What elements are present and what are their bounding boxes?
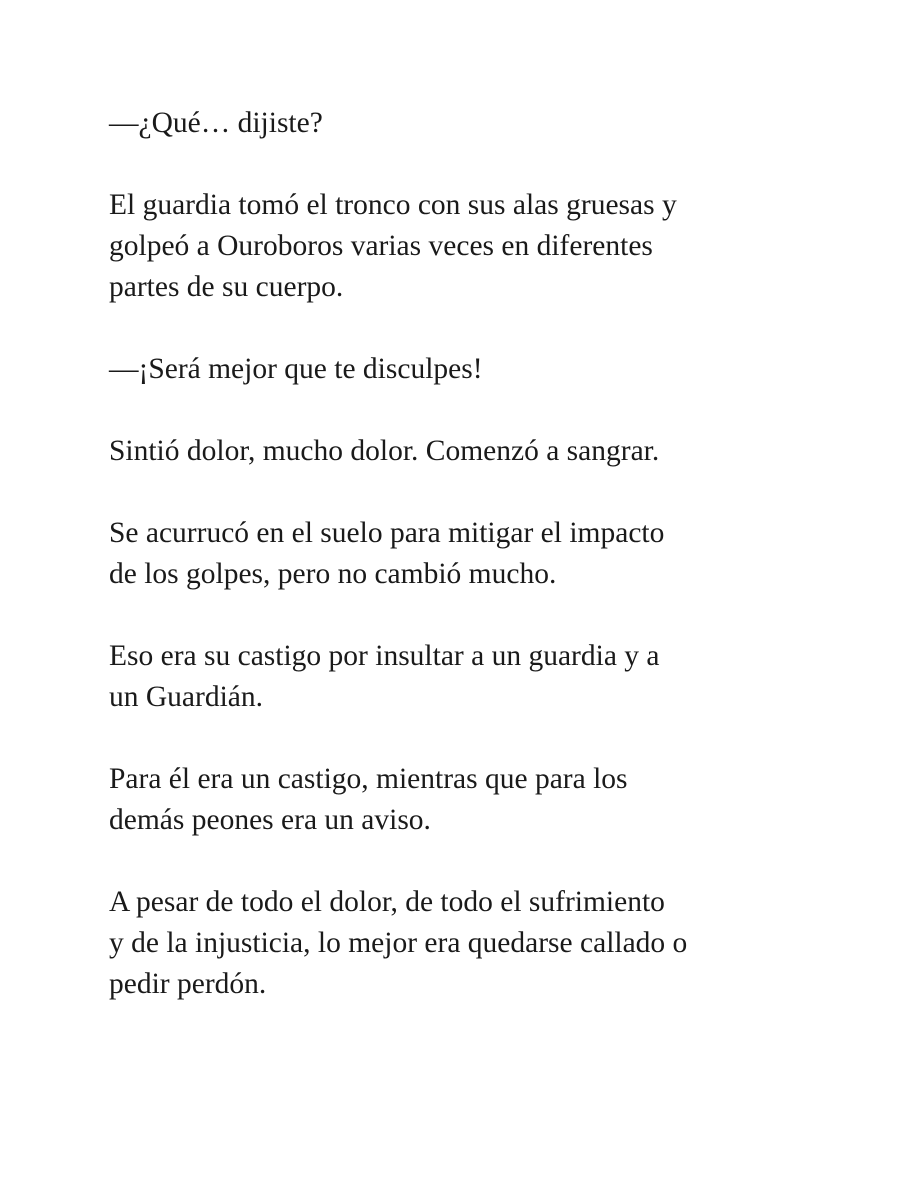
- paragraph-dialogue-2: [109, 349, 799, 390]
- text-line: partes de su cuerpo.: [109, 271, 344, 303]
- text-line: un Guardián.: [109, 681, 264, 713]
- paragraph-7: [109, 759, 799, 841]
- paragraph-2: [109, 185, 799, 308]
- paragraph-8: [109, 882, 799, 1005]
- text-line: Para él era un castigo, mientras que para los: [109, 763, 628, 795]
- text-line: A pesar de todo el dolor, de todo el sufrimiento: [109, 886, 665, 918]
- text-line: —¿Qué… dijiste?: [109, 107, 323, 139]
- paragraph-6: [109, 636, 799, 718]
- text-line: y de la injusticia, lo mejor era quedarse callado o: [109, 927, 688, 959]
- paragraph-dialogue-1: [109, 103, 799, 144]
- text-column: [109, 103, 799, 1046]
- paragraph-4: [109, 431, 799, 472]
- text-line: demás peones era un aviso.: [109, 804, 431, 836]
- paragraph-5: [109, 513, 799, 595]
- text-line: Sintió dolor, mucho dolor. Comenzó a sangrar.: [109, 435, 660, 467]
- text-line: Se acurrucó en el suelo para mitigar el impacto: [109, 517, 665, 549]
- text-line: de los golpes, pero no cambió mucho.: [109, 558, 557, 590]
- text-line: —¡Será mejor que te disculpes!: [109, 353, 483, 385]
- text-line: El guardia tomó el tronco con sus alas gruesas y: [109, 189, 677, 221]
- text-line: Eso era su castigo por insultar a un guardia y a: [109, 640, 660, 672]
- text-line: pedir perdón.: [109, 968, 267, 1000]
- text-line: golpeó a Ouroboros varias veces en diferentes: [109, 230, 653, 262]
